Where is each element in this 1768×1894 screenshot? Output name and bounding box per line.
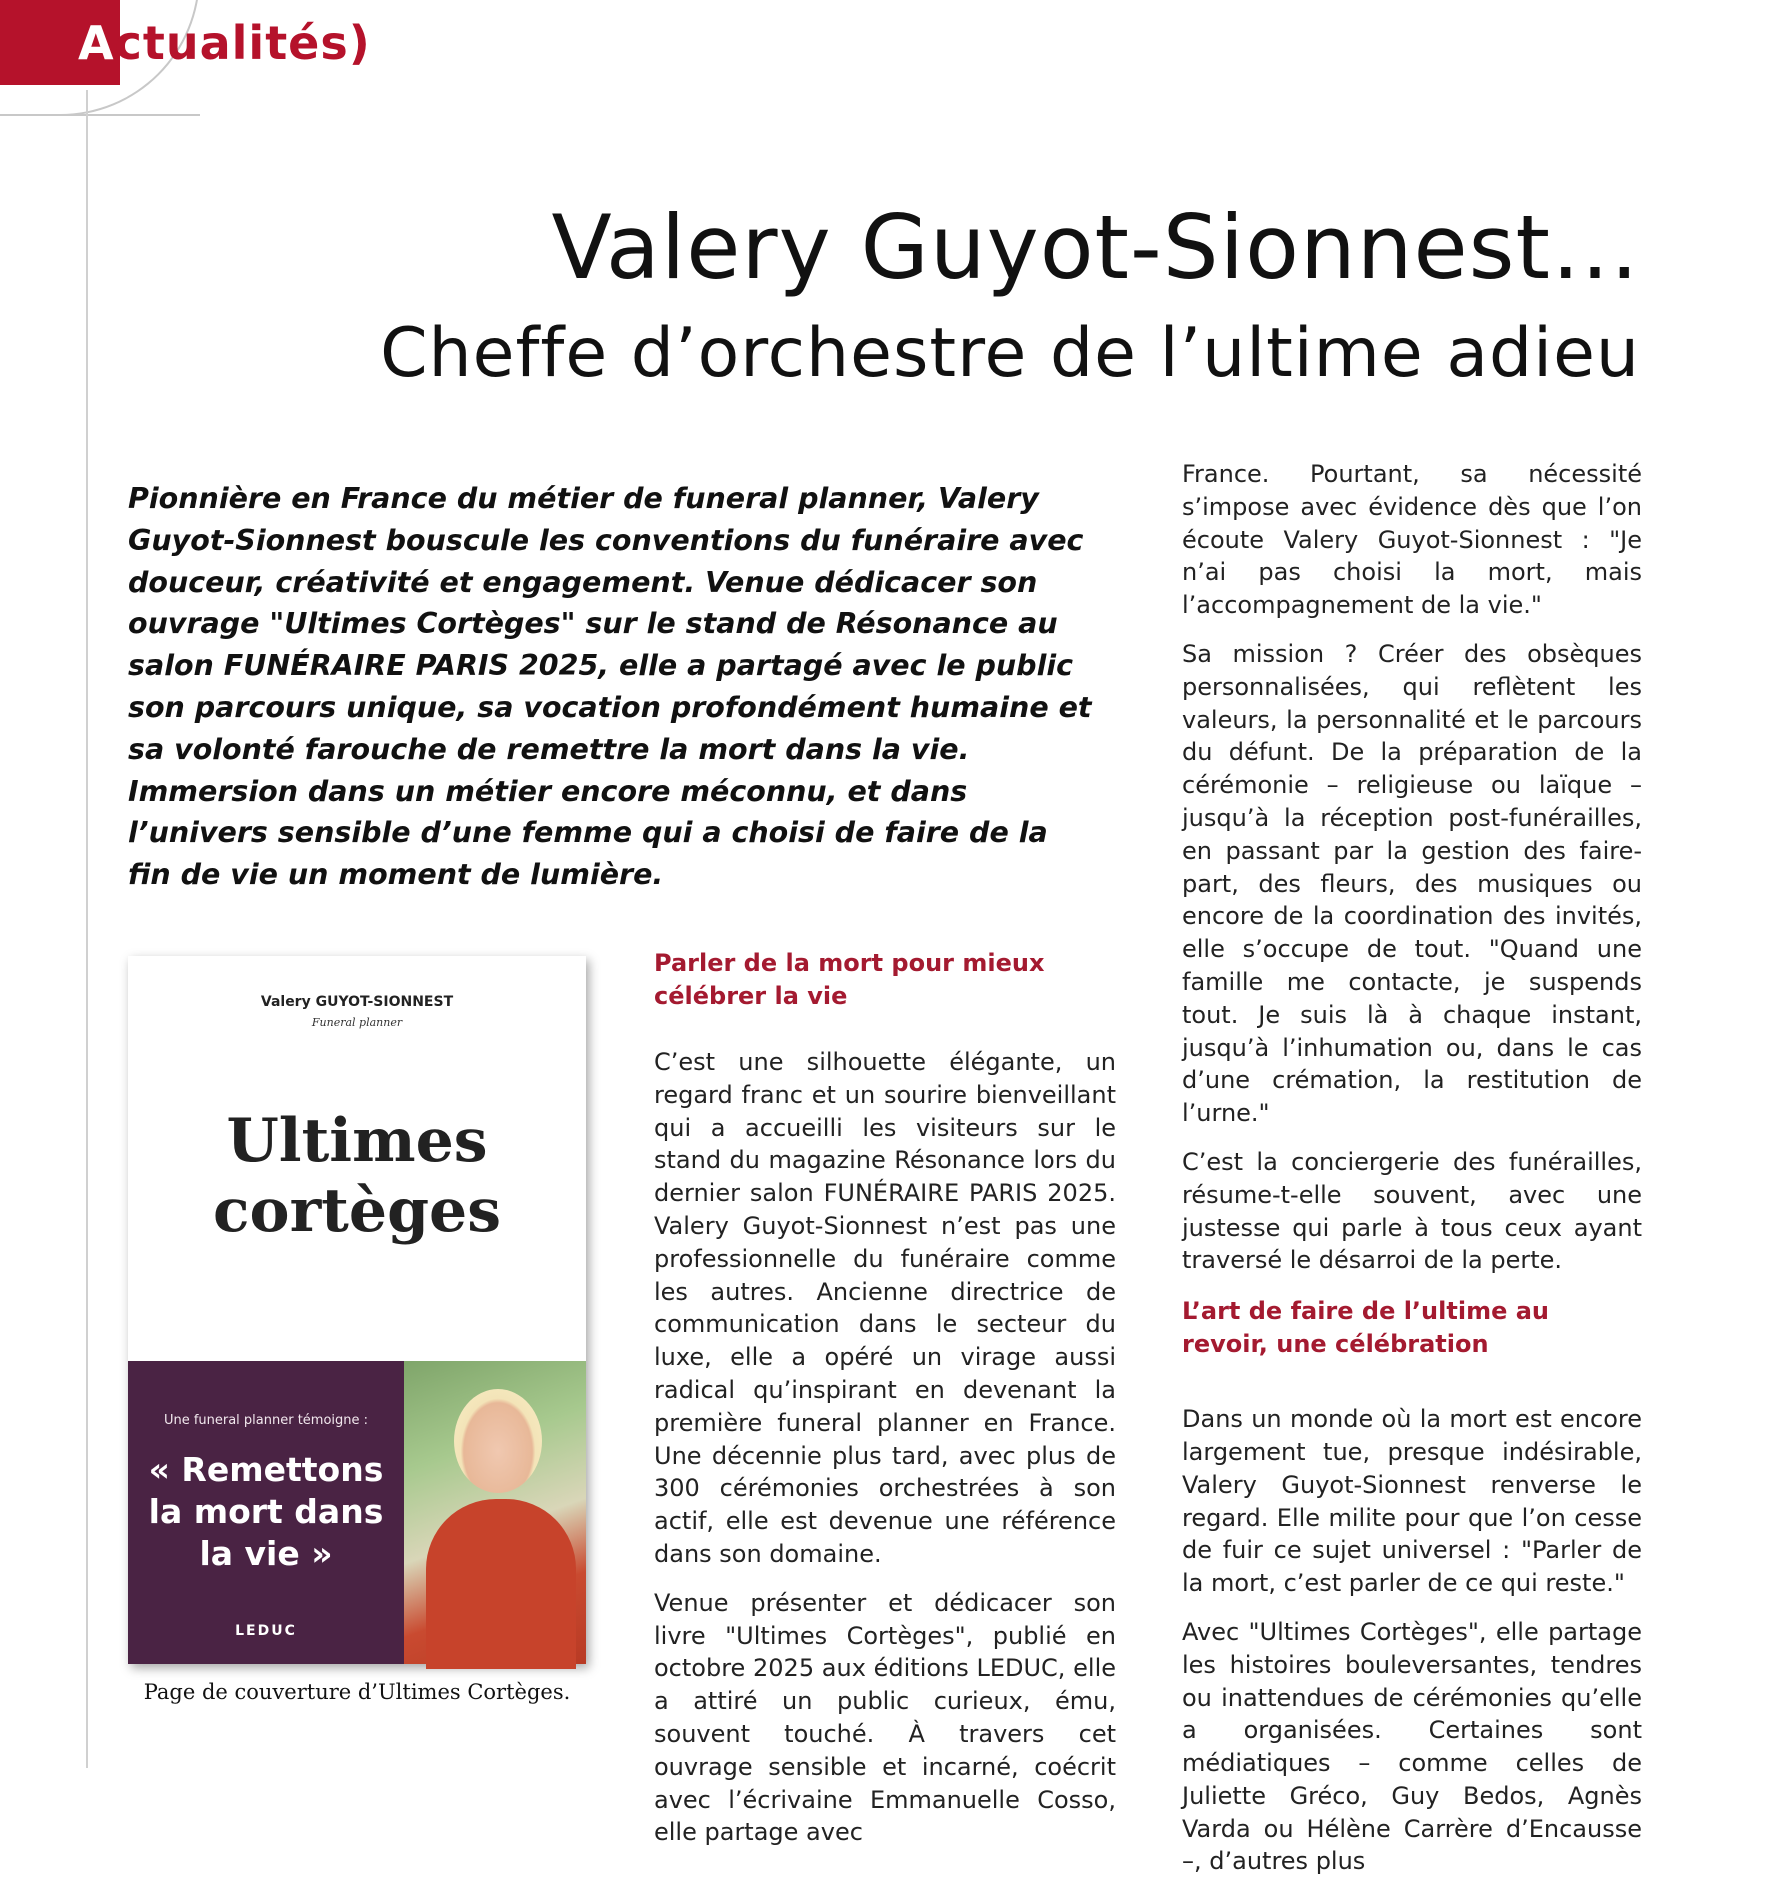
cover-title-line2: cortèges bbox=[213, 1176, 501, 1246]
cover-author: Valery GUYOT-SIONNEST bbox=[260, 994, 454, 1010]
cover-caption: Page de couverture d’Ultimes Cortèges. bbox=[143, 1680, 571, 1704]
cover-role: Funeral planner bbox=[311, 1016, 403, 1029]
column-b-paragraph: Dans un monde où la mort est encore largement tue, presque indésirable, Valery Guyot-Sionnest renverse le regard. Elle milite pour que l’on cesse de fuir ce sujet universel : "Parler de la mort, c’est parler de ce qui reste." bbox=[1182, 1405, 1642, 1598]
section-label-first-letter: A bbox=[78, 16, 115, 70]
article-subtitle: Cheffe d’orchestre de l’ultime adieu bbox=[380, 314, 1640, 393]
cover-title-line1: Ultimes bbox=[226, 1106, 488, 1176]
column-a-body bbox=[654, 1046, 1116, 1865]
column-b-paragraph: France. Pourtant, sa nécessité s’impose avec évidence dès que l’on écoute Valery Guyot-Sionnest : "Je n’ai pas choisi la mort, mais l’accompagnement de la vie." bbox=[1182, 460, 1642, 620]
book-cover-image bbox=[128, 956, 586, 1664]
column-a-paragraph: C’est une silhouette élégante, un regard franc et un sourire bienveillant qui a accueilli les visiteurs sur le stand du magazine Résonance lors du dernier salon FUNÉRAIRE PARIS 2025. Valery Guyot-Sionnest n’est pas une professionnelle du funéraire comme les autres. Ancienne directrice de communication dans le secteur du luxe, elle a opéré un virage aussi radical qu’inspirant en devenant la première funeral planner en France. Une décennie plus tard, avec plus de 300 cérémonies orchestrées à son actif, elle est devenue une référence dans son domaine. bbox=[654, 1048, 1116, 1568]
section-label bbox=[78, 16, 371, 70]
cover-quote: « Remettons la mort dans la vie » bbox=[148, 1450, 384, 1573]
cover-portrait-photo bbox=[404, 1361, 586, 1664]
cover-title bbox=[128, 1106, 586, 1246]
portrait-head bbox=[454, 1389, 542, 1493]
column-b-subhead: L’art de faire de l’ultime au revoir, une célébration bbox=[1182, 1297, 1549, 1359]
column-b-paragraph: Avec "Ultimes Cortèges", elle partage les histoires bouleversantes, tendres ou inattendues de cérémonies qu’elle a organisées. Certaines sont médiatiques – comme celles de Juliette Gréco, Guy Bedos, Agnès Varda ou Hélène Carrère d’Encausse –, d’autres plus bbox=[1182, 1617, 1642, 1876]
margin-rule bbox=[86, 90, 88, 1768]
column-b-paragraph: Sa mission ? Créer des obsèques personnalisées, qui reflètent les valeurs, la personnalité et le parcours du défunt. De la préparation de la cérémonie – religieuse ou laïque – jusqu’à la réception post-funérailles, en passant par la gestion des faire-part, des fleurs, des musiques ou encore de la coordination des invités, elle s’occupe de tout. "Quand une famille me contacte, je suspends tout. Je suis là à chaque instant, jusqu’à l’inhumation ou, dans le cas d’une crémation, la restitution de l’urne." bbox=[1182, 639, 1642, 1128]
column-a-paragraph: Venue présenter et dédicacer son livre "Ultimes Cortèges", publié en octobre 2025 aux éditions LEDUC, elle a attiré un public curieux, ému, souvent touché. À travers cet ouvrage sensible et incarné, coécrit avec l’écrivaine Emmanuelle Cosso, elle partage avec bbox=[654, 1588, 1116, 1847]
article-lead: Pionnière en France du métier de funeral planner, Valery Guyot-Sionnest bouscule les conventions du funéraire avec douceur, créativité et engagement. Venue dédicacer son ouvrage "Ultimes Cortèges" sur le stand de Résonance au salon FUNÉRAIRE PARIS 2025, elle a partagé avec le public son parcours unique, sa vocation profondément humaine et sa volonté farouche de remettre la mort dans la vie. Immersion dans un métier encore méconnu, et dans l’univers sensible d’une femme qui a choisi de faire de la fin de vie un moment de lumière. bbox=[128, 482, 1092, 892]
column-a-subhead: Parler de la mort pour mieux célébrer la vie bbox=[654, 949, 1045, 1010]
cover-band bbox=[128, 1361, 404, 1664]
article-title: Valery Guyot-Sionnest… bbox=[551, 196, 1640, 299]
column-b-paragraph: C’est la conciergerie des funérailles, résume-t-elle souvent, avec une justesse qui parle à tous ceux ayant traversé le désarroi de la perte. bbox=[1182, 1147, 1642, 1275]
column-b bbox=[1182, 458, 1642, 1894]
portrait-body bbox=[426, 1499, 576, 1669]
cover-tagline: Une funeral planner témoigne : bbox=[163, 1413, 369, 1428]
header-rule bbox=[0, 114, 200, 116]
cover-publisher: LEDUC bbox=[235, 1623, 297, 1639]
section-label-rest: ctualités) bbox=[114, 16, 371, 70]
